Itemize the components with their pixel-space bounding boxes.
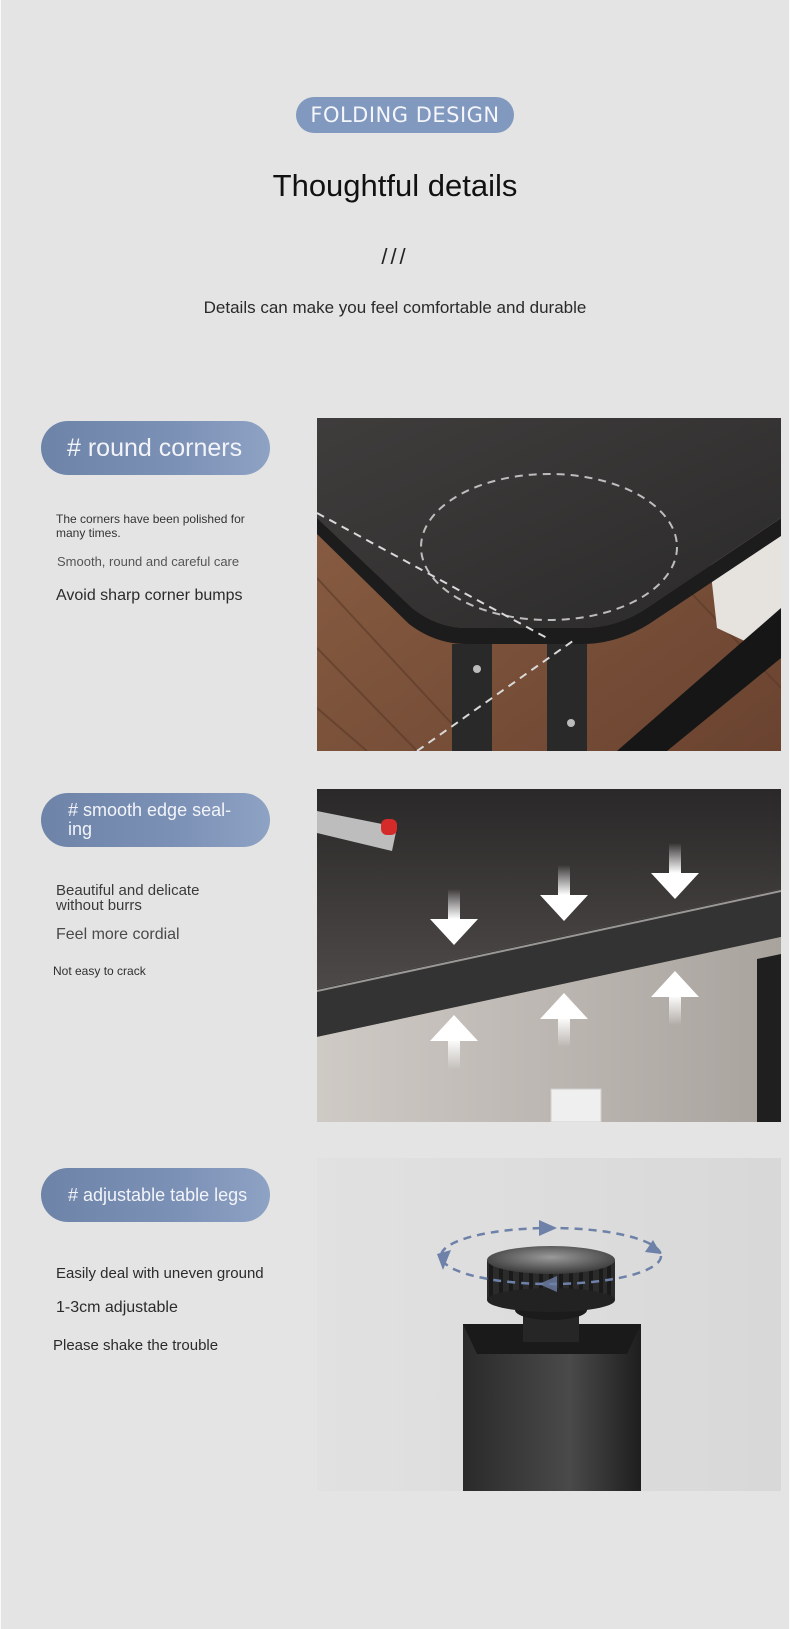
divider-slashes: /// <box>381 244 409 269</box>
edge-sealing-line-1: Beautiful and delicate without burrs <box>56 882 200 914</box>
round-corners-line-2: Smooth, round and careful care <box>57 554 240 569</box>
adjustable-leg-photo <box>317 1158 781 1491</box>
edge-sealing-line-3: Not easy to crack <box>53 964 146 978</box>
adjustable-legs-line-1: Easily deal with uneven ground <box>56 1265 264 1282</box>
round-corners-tag: # round corners <box>41 421 270 475</box>
adjustable-legs-line-2: 1-3cm adjustable <box>56 1299 178 1316</box>
page-subtitle: Details can make you feel comfortable and durable <box>203 298 587 317</box>
round-corners-line-3: Avoid sharp corner bumps <box>56 587 243 604</box>
folding-design-badge: FOLDING DESIGN <box>296 97 514 133</box>
edge-sealing-tag: # smooth edge seal-ing <box>41 793 270 847</box>
round-corners-line-1: The corners have been polished for many times. <box>56 512 245 540</box>
adjustable-legs-line-3: Please shake the trouble <box>53 1337 219 1354</box>
edge-sealing-photo <box>317 789 781 1122</box>
round-corner-photo <box>317 418 781 751</box>
edge-sealing-line-2: Feel more cordial <box>56 926 180 943</box>
adjustable-legs-tag: # adjustable table legs <box>41 1168 270 1222</box>
page-title: Thoughtful details <box>272 168 518 203</box>
